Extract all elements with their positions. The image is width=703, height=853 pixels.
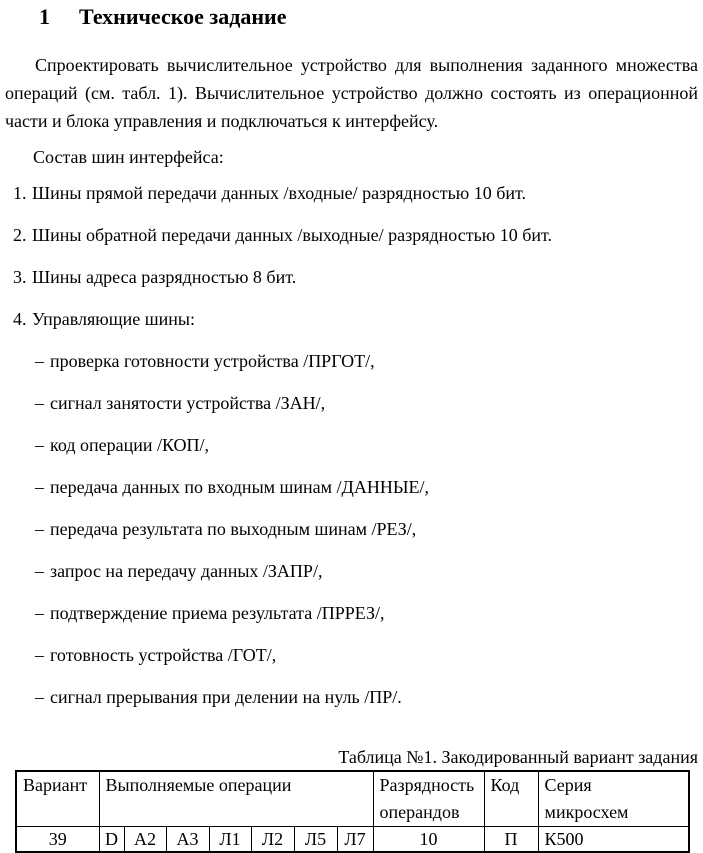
code-cell: П bbox=[484, 827, 538, 853]
list-marker: – bbox=[35, 561, 44, 581]
list-item-text: Шины прямой передачи данных /входные/ разрядностью 10 бит. bbox=[32, 183, 527, 203]
list-item-text: запрос на передачу данных /ЗАПР/, bbox=[50, 561, 323, 581]
bus-intro-paragraph: Состав шин интерфейса: bbox=[33, 147, 224, 167]
numbered-list-item bbox=[13, 221, 698, 249]
list-item-text: сигнал прерывания при делении на нуль /ПР/. bbox=[50, 687, 402, 707]
list-item-text: Шины обратной передачи данных /выходные/ разрядностью 10 бит. bbox=[32, 225, 553, 245]
operand-width-cell: 10 bbox=[373, 827, 484, 853]
dash-list bbox=[5, 347, 698, 711]
table-header-row bbox=[16, 771, 689, 827]
list-marker: – bbox=[35, 393, 44, 413]
section-number: 1 bbox=[39, 4, 50, 29]
section-heading bbox=[39, 4, 698, 30]
list-item-text: передача результата по выходным шинам /РЕЗ/, bbox=[50, 519, 417, 539]
numbered-list bbox=[5, 179, 698, 333]
table-caption: Таблица №1. Закодированный вариант задания bbox=[338, 747, 698, 767]
dash-list-item bbox=[35, 473, 698, 501]
dash-list-item bbox=[35, 557, 698, 585]
operation-cell: Л1 bbox=[209, 827, 251, 853]
list-marker: – bbox=[35, 351, 44, 371]
operation-cell: Л5 bbox=[294, 827, 337, 853]
col-header-operand-width: Разрядность операндов bbox=[373, 771, 484, 827]
intro-paragraph: Спроектировать вычислительное устройство для выполнения заданного множества операций (см. табл. 1). Вычислительное устройство должно состоять из операционной части и блока управления и подключаться к интерфейсу. bbox=[5, 55, 698, 131]
list-marker: 3. bbox=[13, 267, 27, 287]
list-item-text: сигнал занятости устройства /ЗАН/, bbox=[50, 393, 326, 413]
list-item-text: проверка готовности устройства /ПРГОТ/, bbox=[50, 351, 375, 371]
document-page bbox=[0, 4, 703, 853]
variant-cell: 39 bbox=[16, 827, 99, 853]
col-header-operations: Выполняемые операции bbox=[99, 771, 373, 827]
dash-list-item bbox=[35, 347, 698, 375]
task-table bbox=[15, 770, 690, 853]
list-marker: 1. bbox=[13, 183, 27, 203]
table-data-row bbox=[16, 827, 689, 853]
list-marker: – bbox=[35, 603, 44, 623]
operation-cell: Л2 bbox=[251, 827, 294, 853]
col-header-variant: Вариант bbox=[16, 771, 99, 827]
list-marker: – bbox=[35, 435, 44, 455]
numbered-list-item bbox=[13, 305, 698, 333]
list-marker: 4. bbox=[13, 309, 27, 329]
list-marker: – bbox=[35, 645, 44, 665]
dash-list-item bbox=[35, 683, 698, 711]
operation-cell: D bbox=[99, 827, 124, 853]
list-item-text: Шины адреса разрядностью 8 бит. bbox=[32, 267, 297, 287]
dash-list-item bbox=[35, 599, 698, 627]
list-item-text: готовность устройства /ГОТ/, bbox=[50, 645, 277, 665]
numbered-list-item bbox=[13, 263, 698, 291]
dash-list-item bbox=[35, 389, 698, 417]
operation-cell: А3 bbox=[166, 827, 209, 853]
list-marker: – bbox=[35, 477, 44, 497]
list-item-text: Управляющие шины: bbox=[32, 309, 195, 329]
dash-list-item bbox=[35, 431, 698, 459]
col-header-chip-series: Серия микросхем bbox=[538, 771, 689, 827]
dash-list-item bbox=[35, 515, 698, 543]
list-marker: – bbox=[35, 519, 44, 539]
numbered-list-item bbox=[13, 179, 698, 207]
list-item-text: передача данных по входным шинам /ДАННЫЕ/, bbox=[50, 477, 430, 497]
list-item-text: подтверждение приема результата /ПРРЕЗ/, bbox=[50, 603, 385, 623]
col-header-code: Код bbox=[484, 771, 538, 827]
operation-cell: А2 bbox=[124, 827, 166, 853]
list-marker: – bbox=[35, 687, 44, 707]
dash-list-item bbox=[35, 641, 698, 669]
list-marker: 2. bbox=[13, 225, 27, 245]
chip-series-cell: К500 bbox=[538, 827, 689, 853]
section-title: Техническое задание bbox=[79, 4, 287, 29]
list-item-text: код операции /КОП/, bbox=[50, 435, 210, 455]
operation-cell: Л7 bbox=[337, 827, 373, 853]
